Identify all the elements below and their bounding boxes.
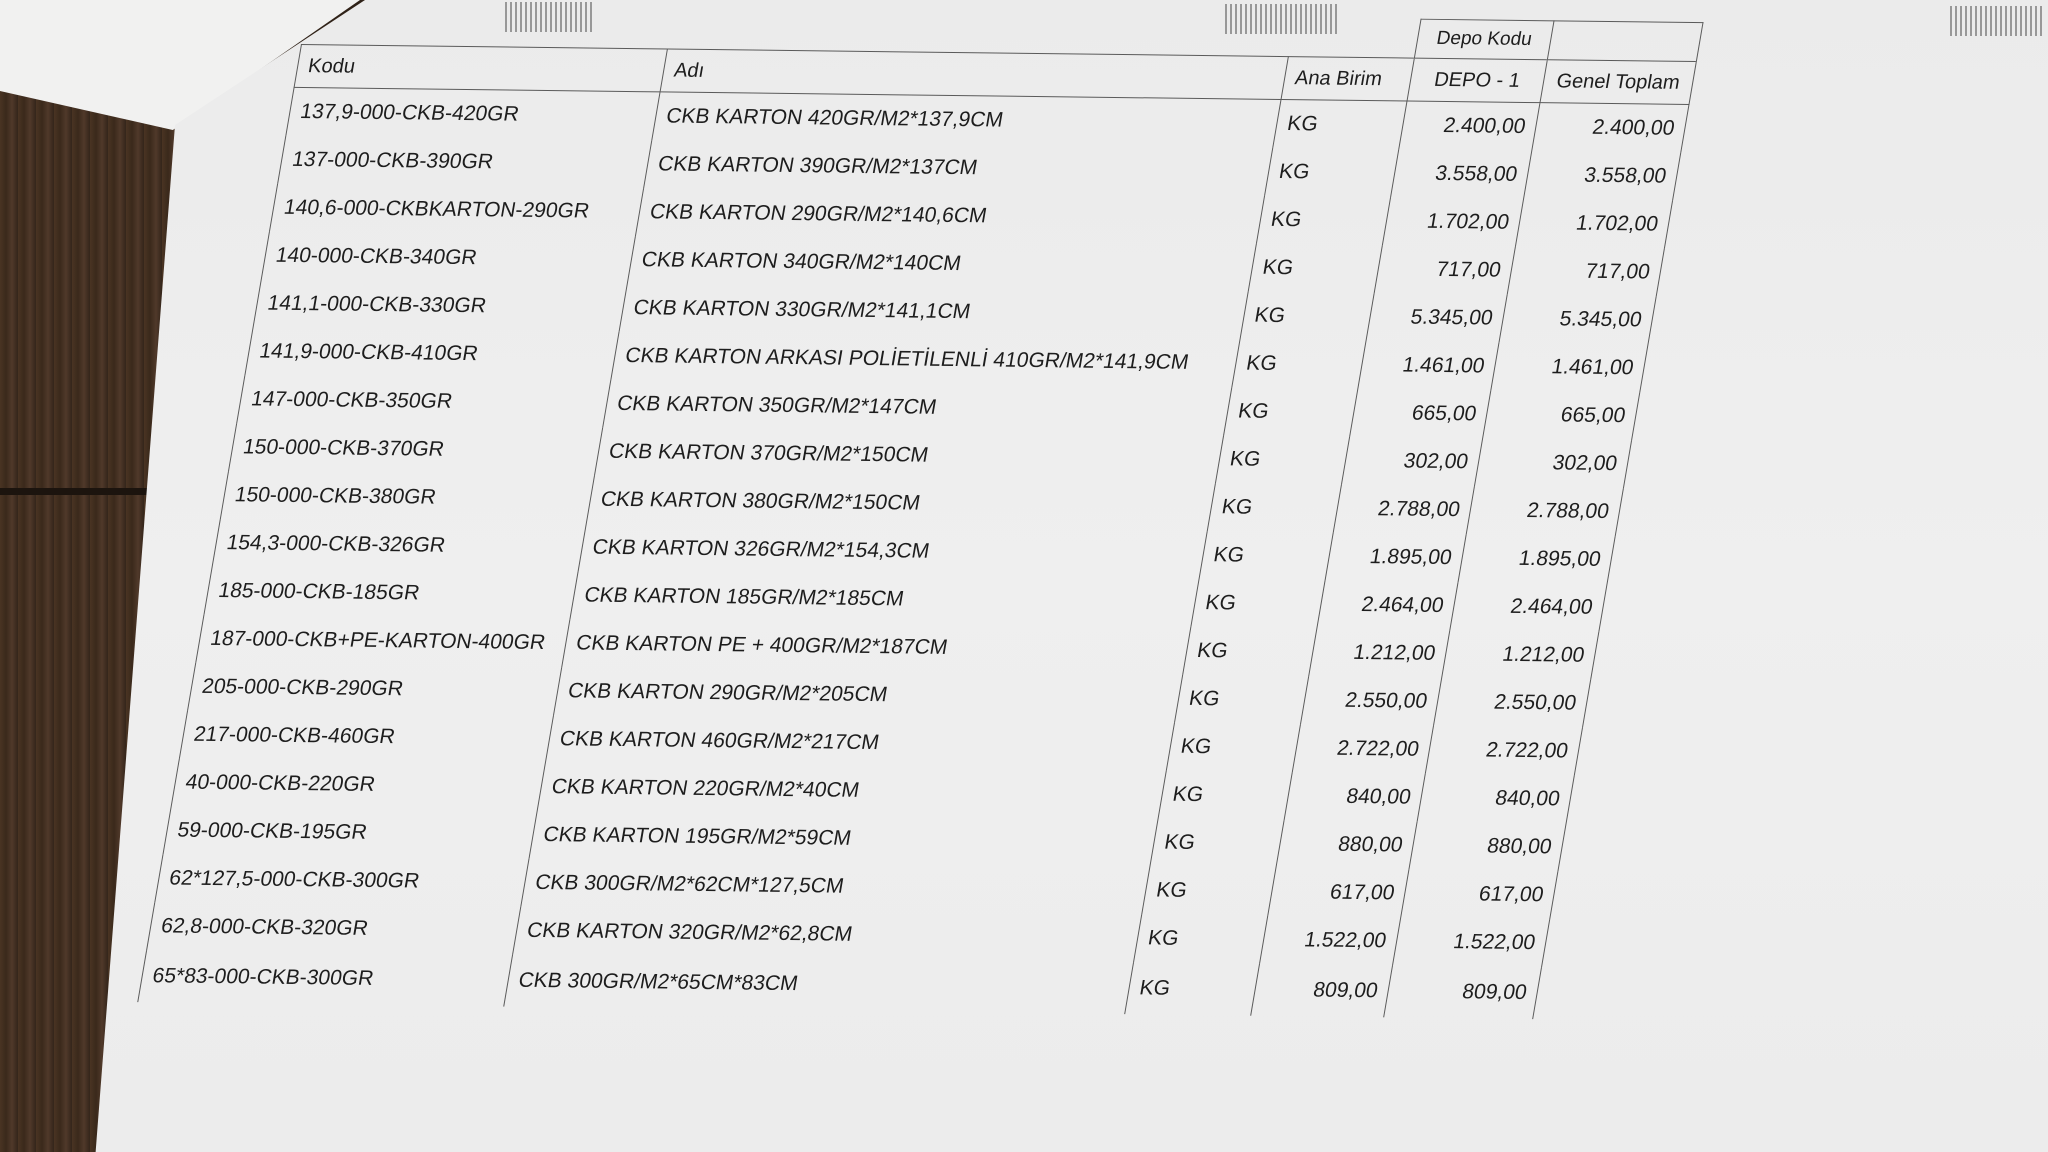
total-quantity-cell: 617,00 bbox=[1401, 870, 1558, 920]
depot-quantity-cell: 1.895,00 bbox=[1325, 533, 1466, 583]
item-unit-cell: KG bbox=[1199, 531, 1333, 580]
stock-table bbox=[137, 5, 1703, 1019]
depot-quantity-cell: 717,00 bbox=[1374, 245, 1515, 295]
item-name-cell: CKB KARTON 330GR/M2*141,1CM bbox=[619, 284, 1248, 339]
item-unit-cell: KG bbox=[1191, 579, 1325, 628]
depot-quantity-cell: 2.722,00 bbox=[1292, 724, 1433, 774]
item-code-cell: 187-000-CKB+PE-KARTON-400GR bbox=[196, 615, 570, 667]
item-unit-cell: KG bbox=[1215, 435, 1349, 484]
item-code-cell: 217-000-CKB-460GR bbox=[179, 711, 553, 763]
item-code-cell: 40-000-CKB-220GR bbox=[171, 759, 545, 811]
item-name-cell: CKB KARTON 185GR/M2*185CM bbox=[570, 571, 1199, 626]
item-name-cell: CKB 300GR/M2*62CM*127,5CM bbox=[521, 859, 1150, 914]
depot-quantity-cell: 2.788,00 bbox=[1333, 485, 1474, 535]
depot-quantity-cell: 2.400,00 bbox=[1399, 101, 1540, 151]
item-unit-cell: KG bbox=[1232, 340, 1366, 389]
item-code-cell: 140,6-000-CKBKARTON-290GR bbox=[269, 184, 643, 236]
item-code-cell: 141,1-000-CKB-330GR bbox=[253, 280, 627, 332]
item-name-cell: CKB KARTON 320GR/M2*62,8CM bbox=[513, 907, 1142, 962]
total-quantity-cell: 2.722,00 bbox=[1425, 726, 1582, 776]
item-code-cell: 147-000-CKB-350GR bbox=[237, 375, 611, 427]
item-name-cell: CKB KARTON 195GR/M2*59CM bbox=[529, 811, 1158, 866]
item-unit-cell: KG bbox=[1248, 244, 1382, 293]
item-name-cell: CKB KARTON 390GR/M2*137CM bbox=[644, 140, 1273, 195]
item-unit-cell: KG bbox=[1183, 627, 1317, 676]
item-code-cell: 185-000-CKB-185GR bbox=[204, 567, 578, 619]
item-code-cell: 62*127,5-000-CKB-300GR bbox=[155, 854, 529, 906]
item-name-cell: CKB KARTON 380GR/M2*150CM bbox=[586, 476, 1215, 531]
item-unit-cell: KG bbox=[1125, 962, 1260, 1015]
item-name-cell: CKB 300GR/M2*65CM*83CM bbox=[504, 955, 1134, 1014]
total-quantity-cell: 2.400,00 bbox=[1532, 103, 1689, 153]
item-code-cell: 154,3-000-CKB-326GR bbox=[212, 519, 586, 571]
depot-quantity-cell: 1.522,00 bbox=[1260, 916, 1401, 966]
total-quantity-cell: 665,00 bbox=[1483, 391, 1640, 441]
item-name-cell: CKB KARTON 420GR/M2*137,9CM bbox=[652, 92, 1281, 148]
item-name-cell: CKB KARTON 220GR/M2*40CM bbox=[537, 763, 1166, 818]
item-name-cell: CKB KARTON 326GR/M2*154,3CM bbox=[578, 524, 1207, 579]
item-unit-cell: KG bbox=[1273, 99, 1407, 149]
item-name-cell: CKB KARTON ARKASI POLİETİLENLİ 410GR/M2*141,9CM bbox=[611, 332, 1240, 387]
depot-quantity-cell: 1.461,00 bbox=[1358, 341, 1499, 391]
item-code-cell: 150-000-CKB-380GR bbox=[220, 471, 594, 523]
total-quantity-cell: 717,00 bbox=[1507, 247, 1664, 297]
item-unit-cell: KG bbox=[1207, 483, 1341, 532]
depot-code-header: Depo Kodu bbox=[1414, 19, 1554, 60]
item-code-cell: 59-000-CKB-195GR bbox=[163, 806, 537, 858]
depot-quantity-cell: 1.702,00 bbox=[1382, 197, 1523, 247]
item-unit-cell: KG bbox=[1240, 292, 1374, 341]
depot-quantity-cell: 2.464,00 bbox=[1317, 581, 1458, 631]
total-quantity-cell: 880,00 bbox=[1409, 822, 1566, 872]
code-column-header: Kodu bbox=[294, 45, 667, 92]
item-unit-cell: KG bbox=[1142, 866, 1276, 915]
depot-quantity-cell: 665,00 bbox=[1350, 389, 1491, 439]
item-name-cell: CKB KARTON 340GR/M2*140CM bbox=[627, 236, 1256, 291]
total-column-header: Genel Toplam bbox=[1540, 60, 1696, 105]
item-unit-cell: KG bbox=[1174, 675, 1308, 724]
item-code-cell: 137-000-CKB-390GR bbox=[278, 136, 652, 188]
item-unit-cell: KG bbox=[1158, 771, 1292, 820]
total-quantity-cell: 1.702,00 bbox=[1515, 199, 1672, 249]
total-quantity-cell: 2.550,00 bbox=[1433, 678, 1590, 728]
item-unit-cell: KG bbox=[1256, 196, 1390, 245]
total-quantity-cell: 2.464,00 bbox=[1450, 582, 1607, 632]
depot-quantity-cell: 840,00 bbox=[1284, 772, 1425, 822]
item-code-cell: 62,8-000-CKB-320GR bbox=[147, 902, 521, 954]
depot-column-header: DEPO - 1 bbox=[1407, 58, 1547, 103]
depot-quantity-cell: 5.345,00 bbox=[1366, 293, 1507, 343]
name-column-header: Adı bbox=[660, 49, 1288, 100]
item-code-cell: 140-000-CKB-340GR bbox=[261, 232, 635, 284]
unit-column-header: Ana Birim bbox=[1281, 57, 1414, 101]
item-unit-cell: KG bbox=[1134, 914, 1268, 963]
depot-quantity-cell: 809,00 bbox=[1251, 964, 1393, 1018]
depot-quantity-cell: 2.550,00 bbox=[1300, 676, 1441, 726]
depot-quantity-cell: 880,00 bbox=[1276, 820, 1417, 870]
table-body bbox=[138, 87, 1689, 1019]
depot-quantity-cell: 1.212,00 bbox=[1309, 628, 1450, 678]
total-quantity-cell: 302,00 bbox=[1474, 438, 1631, 488]
depot-quantity-cell: 617,00 bbox=[1268, 868, 1409, 918]
total-quantity-cell: 2.788,00 bbox=[1466, 486, 1623, 536]
total-quantity-cell: 1.212,00 bbox=[1442, 630, 1599, 680]
item-code-cell: 141,9-000-CKB-410GR bbox=[245, 327, 619, 379]
item-code-cell: 150-000-CKB-370GR bbox=[229, 423, 603, 475]
item-unit-cell: KG bbox=[1150, 819, 1284, 868]
total-quantity-cell: 1.895,00 bbox=[1458, 534, 1615, 584]
total-quantity-cell: 1.461,00 bbox=[1491, 343, 1648, 393]
item-name-cell: CKB KARTON 290GR/M2*140,6CM bbox=[635, 188, 1264, 243]
item-unit-cell: KG bbox=[1224, 387, 1358, 436]
total-quantity-cell: 3.558,00 bbox=[1524, 151, 1681, 201]
item-code-cell: 65*83-000-CKB-300GR bbox=[138, 950, 513, 1006]
depot-quantity-cell: 302,00 bbox=[1341, 437, 1482, 487]
item-name-cell: CKB KARTON 350GR/M2*147CM bbox=[603, 380, 1232, 435]
total-quantity-cell: 809,00 bbox=[1384, 965, 1542, 1019]
total-quantity-cell: 840,00 bbox=[1417, 774, 1574, 824]
depot-quantity-cell: 3.558,00 bbox=[1391, 149, 1532, 199]
item-name-cell: CKB KARTON 370GR/M2*150CM bbox=[594, 428, 1223, 483]
group-blank-cell bbox=[1547, 21, 1703, 62]
item-code-cell: 137,9-000-CKB-420GR bbox=[286, 87, 660, 140]
total-quantity-cell: 5.345,00 bbox=[1499, 295, 1656, 345]
item-name-cell: CKB KARTON PE + 400GR/M2*187CM bbox=[562, 619, 1191, 674]
item-name-cell: CKB KARTON 460GR/M2*217CM bbox=[545, 715, 1174, 770]
item-unit-cell: KG bbox=[1265, 148, 1399, 197]
item-unit-cell: KG bbox=[1166, 723, 1300, 772]
item-name-cell: CKB KARTON 290GR/M2*205CM bbox=[554, 667, 1183, 722]
total-quantity-cell: 1.522,00 bbox=[1393, 918, 1550, 968]
item-code-cell: 205-000-CKB-290GR bbox=[188, 663, 562, 715]
